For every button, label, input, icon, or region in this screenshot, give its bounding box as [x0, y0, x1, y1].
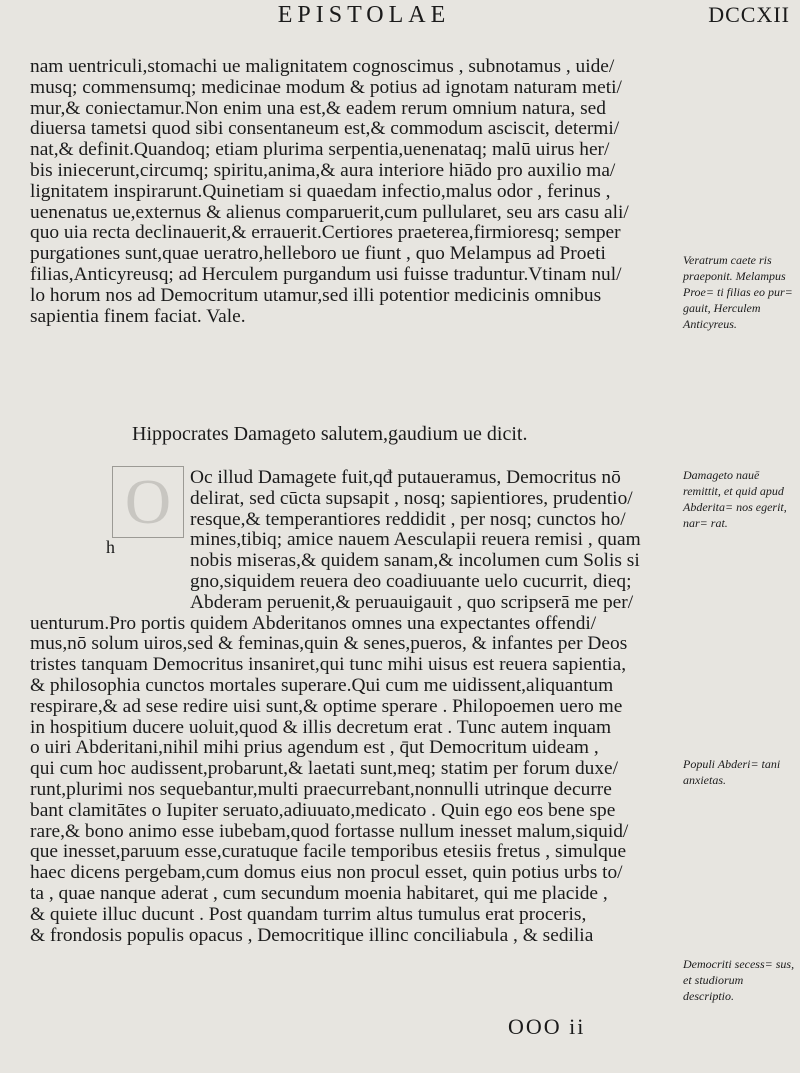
- marginal-mark: h: [106, 537, 115, 557]
- text-line: & frondosis populis opacus , Democritique illinc conciliabula , & sedilia: [30, 925, 594, 946]
- text-line: Abderam peruenit,& peruauigauit , quo scripserā me per/: [190, 592, 634, 613]
- text-line: delirat, sed cūcta supsapit , nosq; sapientiores, prudentio/: [190, 488, 633, 509]
- margin-note-democriti: Democriti secess= sus, et studiorum descriptio.: [683, 957, 795, 1003]
- text-line: resque,& temperantiores reddidit , per nosq; cunctos ho/: [190, 509, 626, 530]
- letter-1-text: [30, 57, 678, 327]
- letter-2-salutation: Hippocrates Damageto salutem,gaudium ue dicit.: [132, 423, 528, 445]
- text-line: nam uentriculi,stomachi ue malignitatem cognoscimus , subnotamus , uide/: [30, 57, 615, 77]
- text-line: Oc illud Damagete fuit,qđ putaueramus, Democritus nō: [190, 468, 621, 488]
- text-line: qui cum hoc audissent,probarunt,& laetati sunt,meq; statim per forum duxe/: [30, 759, 619, 780]
- margin-note-damageto: Damageto nauē remittit, et quid apud Abderita= nos egerit, nar= rat.: [683, 468, 787, 530]
- text-line: que inesset,paruum esse,curatuque facile temporibus etesiis fretus , simulque: [30, 842, 627, 863]
- text-line: nat,& definit.Quandoq; etiam plurima serpentia,uenenataq; malū uirus her/: [30, 140, 610, 161]
- text-line: sapientia finem faciat. Vale.: [30, 306, 246, 327]
- text-line: haec dicens pergebam,cum domus eius non procul esset, quin potius urbs to/: [30, 863, 623, 884]
- text-line: lignitatem inspirarunt.Quinetiam si quaedam infectio,malus odor , ferinus ,: [30, 181, 611, 202]
- text-line: rare,& bono animo esse iubebam,quod fortasse nullum inesset malum,siquid/: [30, 821, 629, 842]
- text-line: runt,plurimi nos sequebantur,multi praecurrebant,nonnulli utrinque decurre: [30, 779, 612, 800]
- text-line: purgationes sunt,quae ueratro,helleboro ue fiunt , quo Melampus ad Proeti: [30, 244, 606, 265]
- text-line: bant clamitātes o Iupiter seruato,adiuuato,medicato . Quin ego eos bene spe: [30, 800, 616, 821]
- margin-note-anxietas: Populi Abderi= tani anxietas.: [683, 757, 781, 787]
- text-line: nobis miseras,& quidem sanam,& incolumen cum Solis si: [190, 551, 640, 572]
- text-line: mus,nō solum uiros,sed & feminas,quin & senes,pueros, & infantes per Deos: [30, 634, 628, 655]
- margin-note-veratrum: Veratrum caete ris praeponit. Melampus Proe= ti filias eo pur= gauit, Herculem Anticyreus.: [683, 253, 793, 331]
- text-line: uenenatus ue,externus & alienus comparuerit,cum pullularet, seu ars casu ali/: [30, 202, 629, 223]
- text-line: bis iniecerunt,circumq; spiritu,anima,& aura interiore hiādo pro auxilio ma/: [30, 160, 616, 181]
- text-line: in hospitium ducere uoluit,quod & illis decretum erat . Tunc autem inquam: [30, 717, 612, 738]
- folio-number: DCCXII: [708, 2, 790, 27]
- text-line: o uiri Abderitani,nihil mihi prius agendum est , q̄ut Democritum uideam ,: [30, 738, 599, 759]
- text-line: filias,Anticyreusq; ad Herculem purgandum usi fuisse traduntur.Vtinam nul/: [30, 264, 622, 285]
- text-line: diuersa tametsi quod sibi consentaneum est,& commodum asciscit, determi/: [30, 119, 620, 140]
- text-line: respirare,& ad sese redire uisi sunt,& optime sperare . Philopoemen uero me: [30, 696, 623, 717]
- text-line: ta , quae nanque aderat , cum secundum moenia habitaret, qui me placide ,: [30, 883, 608, 904]
- text-line: gno,siquidem reuera deo coadiuuante uelo cucurrit, dieq;: [190, 571, 632, 592]
- letter-2-text: [30, 468, 678, 946]
- decorated-initial: O: [112, 466, 184, 538]
- text-line: quo uia recta declinauerit,& errauerit.Certiores praeterea,firmioresq; semper: [30, 223, 621, 244]
- text-line: lo horum nos ad Democritum utamur,sed illi potentior medicinis omnibus: [30, 285, 602, 306]
- text-line: tristes tanquam Democritus insaniret,qui tunc mihi uisus est reuera sapientia,: [30, 655, 627, 676]
- text-line: uenturum.Pro portis quidem Abderitanos omnes una expectantes offendi/: [30, 613, 597, 634]
- signature-mark: OOO ii: [508, 1014, 586, 1039]
- text-line: mur,& coniectamur.Non enim una est,& eadem rerum omnium natura, sed: [30, 98, 606, 119]
- text-line: mines,tibiq; amice nauem Aesculapii reuera remisi , quam: [190, 530, 641, 551]
- text-line: & quiete illuc ducunt . Post quandam turrim altus tumulus erat proceris,: [30, 904, 587, 925]
- text-line: & philosophia cunctos mortales superare.Qui cum me uidissent,aliquantum: [30, 675, 614, 696]
- running-head: EPISTOLAE: [277, 2, 451, 28]
- text-line: musq; commensumq; medicinae modum & potius ad ignotam naturam meti/: [30, 77, 622, 98]
